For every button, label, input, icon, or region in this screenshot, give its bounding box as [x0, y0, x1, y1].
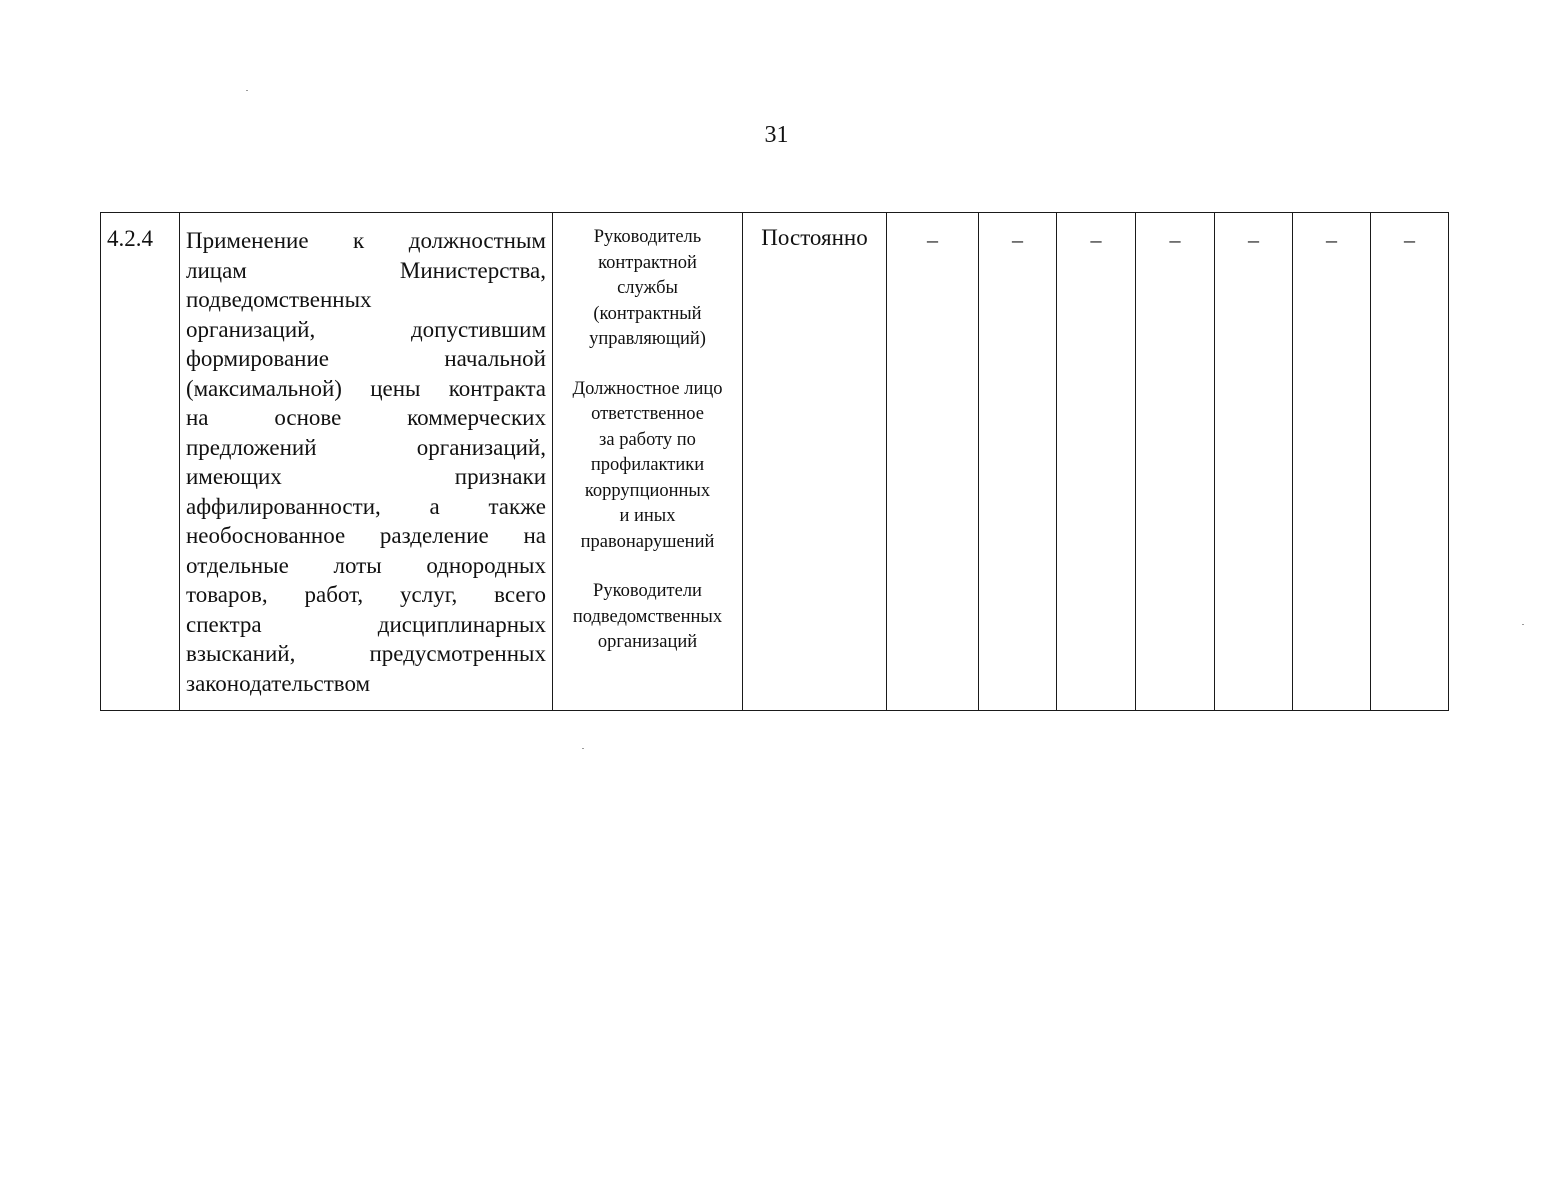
empty-value-dash: – [1326, 227, 1337, 252]
responsible-entry [555, 225, 740, 353]
description-word: признаки [454, 464, 546, 489]
term-cell [743, 213, 887, 711]
page-number: 31 [764, 122, 789, 148]
description-word: основе [274, 405, 342, 430]
description-word: предусмотренных [369, 641, 546, 666]
description-line [186, 521, 546, 551]
responsible-line: Должностное лицо [572, 378, 723, 399]
description-line [186, 462, 546, 492]
description-word: (максимальной) [186, 375, 342, 401]
description-word: спектра [186, 611, 262, 637]
description-word: дисциплинарных [377, 611, 546, 637]
description-word: к [353, 228, 365, 253]
description-word: а [429, 493, 440, 519]
empty-value-dash: – [1404, 227, 1415, 252]
description-word: работ, [304, 582, 364, 607]
description-line [186, 433, 546, 463]
description-line [186, 344, 546, 374]
scan-speck [582, 748, 584, 749]
responsible-line: контрактной [598, 252, 697, 273]
empty-value-dash: – [1248, 227, 1259, 252]
responsible-line: за работу по [599, 429, 696, 450]
description-line [186, 669, 546, 699]
description-line [186, 226, 546, 256]
description-word: подведомственных [186, 287, 372, 312]
indicator-cell [1215, 213, 1293, 711]
description-line [186, 285, 546, 315]
description-word: начальной [444, 346, 546, 371]
indicator-cell [887, 213, 979, 711]
description-line [186, 374, 546, 404]
responsible-entry [555, 579, 740, 656]
description-word: предложений [186, 434, 317, 460]
responsible-line: профилактики [590, 455, 705, 475]
responsible-cell [553, 213, 743, 711]
indicator-cell [1293, 213, 1371, 711]
responsible-entry [555, 377, 740, 556]
description-line [186, 639, 546, 669]
responsible-list [555, 225, 740, 656]
responsible-line: Руководители [593, 581, 702, 601]
description-line [186, 492, 546, 522]
indicator-cell [1136, 213, 1215, 711]
scan-speck [1522, 624, 1524, 625]
description-word: услуг, [400, 582, 458, 607]
description-line [186, 256, 546, 286]
indicator-cell [1371, 213, 1449, 711]
description-word: формирование [186, 346, 330, 371]
responsible-line: управляющий) [589, 329, 706, 349]
measure-description [186, 226, 546, 698]
empty-value-dash: – [1090, 227, 1102, 252]
description-word: на [523, 523, 546, 548]
description-word: необоснованное [186, 523, 346, 548]
indicator-cell [979, 213, 1057, 711]
table-row [101, 213, 1449, 711]
description-word: Применение [186, 228, 309, 253]
description-word: должностным [408, 228, 546, 253]
description-word: организаций, [416, 434, 546, 460]
responsible-line: Руководитель [593, 227, 702, 247]
description-cell [180, 213, 553, 711]
description-word: товаров, [186, 582, 268, 607]
description-line [186, 315, 546, 345]
description-word: всего [494, 582, 546, 607]
item-number-cell [101, 213, 180, 711]
description-word: коммерческих [407, 405, 546, 430]
description-word: лоты [333, 552, 382, 578]
empty-value-dash: – [1169, 227, 1181, 252]
description-line [186, 551, 546, 581]
responsible-line: подведомственных [572, 606, 723, 627]
responsible-line: (контрактный [593, 303, 702, 324]
description-word: контракта [448, 375, 546, 401]
responsible-line: организаций [597, 632, 698, 652]
description-word: законодательством [186, 670, 371, 696]
term-value: Постоянно [761, 225, 868, 250]
description-word: разделение [379, 523, 489, 548]
responsible-line: службы [617, 278, 678, 298]
description-word: отдельные [186, 552, 289, 578]
description-line [186, 403, 546, 433]
description-word: допустившим [410, 316, 546, 342]
responsible-line: коррупционных [584, 480, 711, 501]
description-word: также [488, 493, 546, 519]
description-word: цены [370, 375, 421, 401]
description-line [186, 610, 546, 640]
scan-speck [246, 90, 248, 91]
description-word: организаций, [186, 316, 316, 342]
description-word: имеющих [186, 464, 282, 489]
responsible-line: правонарушений [580, 531, 715, 552]
indicator-cell [1057, 213, 1136, 711]
description-word: Министерства, [399, 257, 546, 283]
item-number: 4.2.4 [107, 226, 153, 251]
description-word: на [186, 405, 209, 430]
description-line [186, 580, 546, 610]
responsible-line: и иных [619, 506, 676, 526]
empty-value-dash: – [1012, 227, 1023, 252]
empty-value-dash: – [927, 227, 938, 252]
description-word: лицам [186, 257, 247, 283]
description-word: однородных [426, 552, 546, 578]
measures-table [100, 212, 1449, 711]
responsible-line: ответственное [591, 404, 704, 424]
description-word: аффилированности, [186, 493, 381, 519]
description-word: взысканий, [186, 641, 296, 666]
